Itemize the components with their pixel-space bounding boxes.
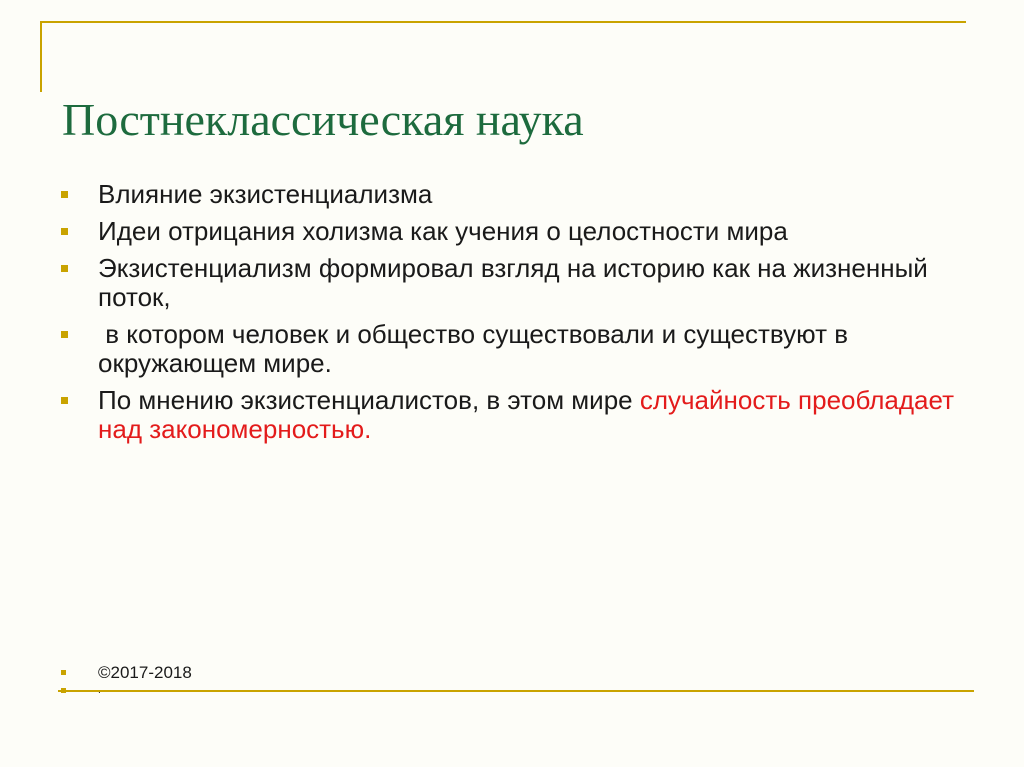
bullet-text: Идеи отрицания холизма как учения о целостности мира <box>98 216 788 246</box>
square-bullet-icon <box>61 191 68 198</box>
footer-list <box>60 662 192 698</box>
square-bullet-icon <box>61 228 68 235</box>
square-bullet-icon <box>61 265 68 272</box>
square-bullet-icon <box>61 331 68 338</box>
top-vertical-rule <box>40 21 42 92</box>
bullet-text: в котором человек и общество существовали и существуют в окружающем мире. <box>98 319 856 378</box>
bullet-item <box>60 386 960 444</box>
bullet-text: По мнению экзистенциалистов, в этом мире <box>98 385 640 415</box>
bottom-horizontal-rule <box>58 690 974 692</box>
bullet-item <box>60 254 960 312</box>
bullet-text: Влияние экзистенциализма <box>98 179 433 209</box>
bullet-list <box>60 180 960 452</box>
square-bullet-icon <box>61 397 68 404</box>
top-horizontal-rule <box>40 21 966 23</box>
bullet-text: Экзистенциализм формировал взгляд на историю как на жизненный поток, <box>98 253 928 312</box>
bullet-item <box>60 180 960 209</box>
copyright-text: ©2017-2018 <box>98 663 192 682</box>
bullet-item <box>60 217 960 246</box>
square-bullet-icon <box>61 670 66 675</box>
slide-title: Постнеклассическая наука <box>62 94 584 145</box>
footer-item-copyright <box>60 662 192 684</box>
bullet-item <box>60 320 960 378</box>
highlighted-text: случайность преобладает над закономерностью. <box>98 385 954 444</box>
